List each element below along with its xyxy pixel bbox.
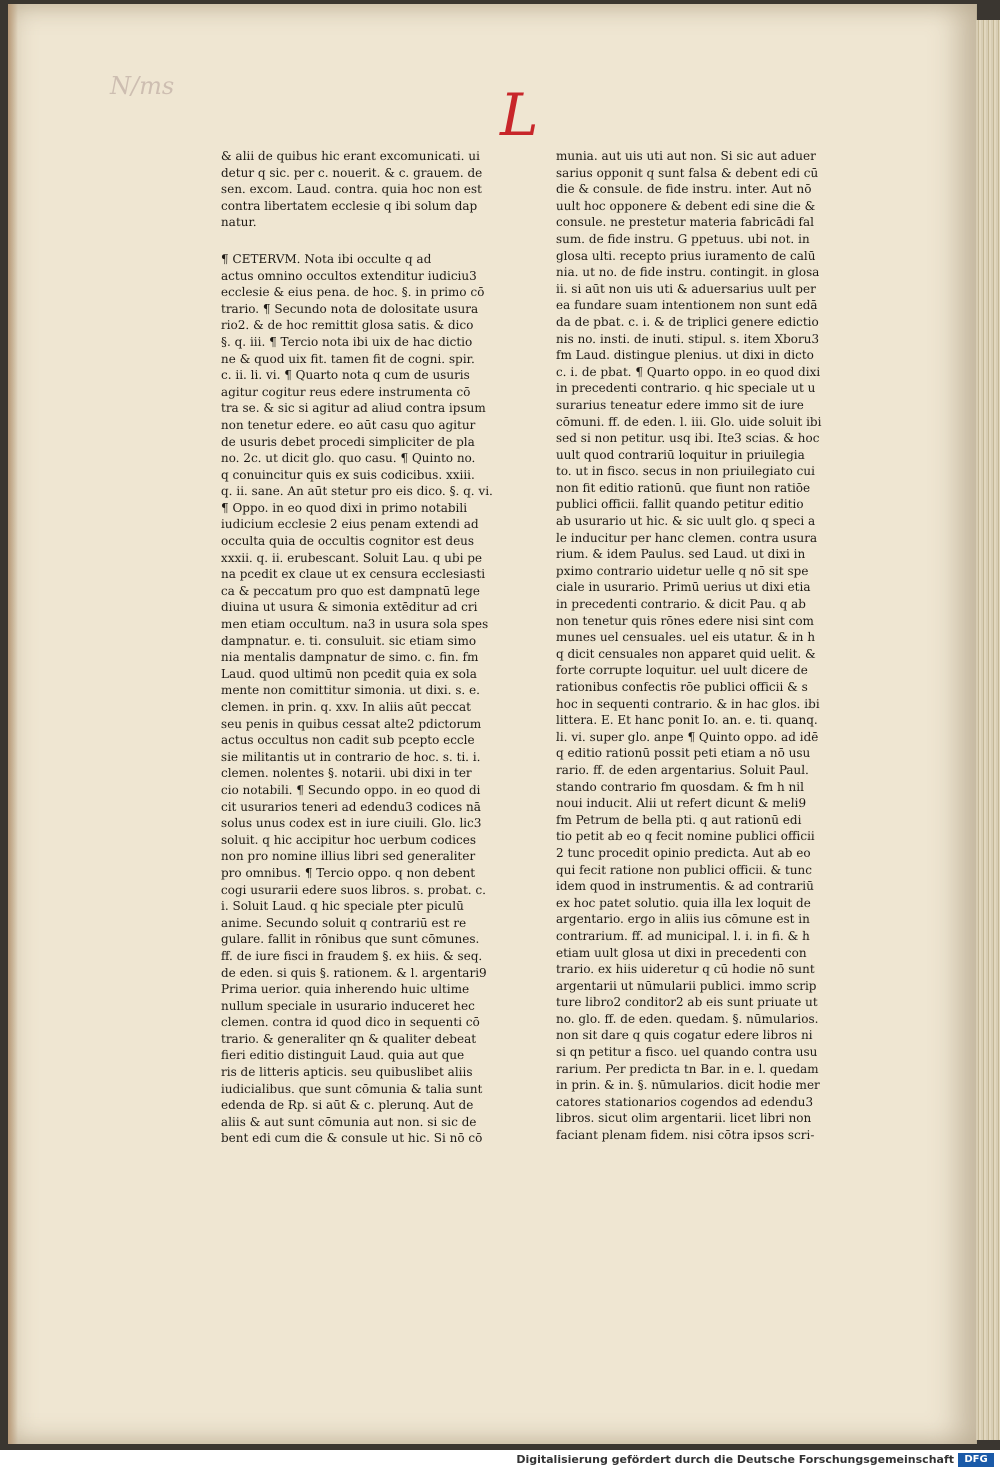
left-column-block-1 [221, 148, 521, 231]
text-line: bent edi cum die & consule ut hic. Si nō cō [221, 1131, 483, 1146]
text-line: no. glo. ff. de eden. quedam. §. nūmularios. [556, 1011, 819, 1026]
text-line: uult quod contrariū loquitur in priuilegia [556, 447, 805, 462]
page-edges [976, 20, 1000, 1440]
text-line: in precedenti contrario. & dicit Pau. q ab [555, 597, 807, 612]
text-line: trario. ¶ Secundo nota de dolositate usura [221, 301, 479, 316]
text-line: contra libertatem ecclesie q ibi solum dap [221, 198, 478, 213]
text-line: qui fecit ratione non publici officii. & tunc [555, 862, 813, 877]
text-line: ciale in usurario. Primū uerius ut dixi etia [556, 580, 811, 595]
text-line: men etiam occultum. na3 in usura sola spes [220, 617, 489, 632]
text-line: na pcedit ex claue ut ex censura ecclesiasti [221, 567, 486, 582]
text-line: mente non comittitur simonia. ut dixi. s. e. [220, 683, 481, 698]
text-line: li. vi. super glo. anpe ¶ Quinto oppo. ad idē [555, 729, 819, 744]
text-line: etiam uult glosa ut dixi in precedenti con [556, 945, 807, 960]
text-line: ii. si aūt non uis uti & aduersarius uult per [556, 281, 816, 296]
left-column-block-2 [221, 251, 521, 1147]
text-line: consule. ne prestetur materia fabricādi fal [556, 215, 814, 230]
text-line: ff. de iure fisci in fraudem §. ex hiis. & seq. [220, 948, 483, 963]
text-line: rium. & idem Paulus. sed Laud. ut dixi in [556, 547, 806, 562]
text-line: ab usurario ut hic. & sic uult glo. q speci a [556, 514, 816, 529]
text-line: faciant plenam fidem. nisi cōtra ipsos scri- [555, 1128, 815, 1143]
text-line: gulare. fallit in rōnibus que sunt cōmunes. [221, 932, 480, 947]
text-line: ¶ Oppo. in eo quod dixi in primo notabili [221, 500, 468, 515]
text-line: 2 tunc procedit opinio predicta. Aut ab eo [556, 845, 811, 860]
text-line: surarius teneatur edere immo sit de iure [555, 397, 805, 412]
text-line: iudicium ecclesie 2 eius penam extendi ad [220, 517, 479, 532]
pencil-annotation: N/ms [110, 72, 175, 100]
text-line: c. ii. li. vi. ¶ Quarto nota q cum de usuris [221, 368, 470, 383]
text-line: q editio rationū possit peti etiam a nō usu [556, 746, 811, 761]
text-line: ture libro2 conditor2 ab eis sunt priuate ut [555, 995, 818, 1010]
foliation-mark: L [500, 81, 539, 149]
text-line: & alii de quibus hic erant excomunicati. ui [220, 149, 481, 163]
text-line: noui inducit. Alii ut refert dicunt & meli9 [555, 796, 807, 811]
text-line: libros. sicut olim argentarii. licet libri non [556, 1111, 812, 1126]
text-line: ris de litteris apticis. seu quibuslibet aliis [221, 1065, 473, 1080]
text-line: hoc in sequenti contrario. & in hac glos. ibi [555, 696, 820, 711]
text-line: Laud. quod ultimū non pcedit quia ex sola [221, 666, 477, 681]
text-line: cōmuni. ff. de eden. l. iii. Glo. uide soluit ibi [556, 414, 822, 429]
text-line: argentarii ut nūmularii publici. immo scrip [556, 978, 817, 993]
text-line: sarius opponit q sunt falsa & debent edi cū [555, 165, 819, 180]
text-line: glosa ulti. recepto prius iuramento de calū [556, 248, 816, 263]
text-line: occulta quia de occultis cognitor est deus [221, 534, 475, 549]
text-line: tio petit ab eo q fecit nomine publici officii [555, 829, 815, 844]
paragraph-gap [221, 231, 521, 251]
text-line: non tenetur quis rōnes edere nisi sint com [556, 613, 814, 628]
text-line: die & consule. de fide instru. inter. Aut nō [556, 182, 812, 197]
text-line: sed si non petitur. usq ibi. Ite3 scias. & hoc [555, 431, 820, 446]
text-line: no. 2c. ut dicit glo. quo casu. ¶ Quinto no. [220, 451, 476, 466]
text-line: fm Laud. distingue plenius. ut dixi in dicto [556, 348, 814, 363]
text-line: pro omnibus. ¶ Tercio oppo. q non debent [221, 865, 476, 880]
text-line: catores stationarios cogendos ad edendu3 [555, 1094, 814, 1109]
text-line: clemen. contra id quod dico in sequenti cō [220, 1015, 480, 1030]
text-line: non fit editio rationū. que fiunt non ratiōe [556, 480, 811, 495]
text-line: actus occultus non cadit sub pcepto eccle [221, 733, 475, 748]
text-line: ecclesie & eius pena. de hoc. §. in primo cō [220, 285, 485, 300]
text-line: soluit. q hic accipitur hoc uerbum codices [221, 832, 476, 847]
text-line: publici officii. fallit quando petitur editio [555, 497, 804, 512]
text-line: rario. ff. de eden argentarius. Soluit Paul. [555, 762, 810, 777]
text-line: nia mentalis dampnatur de simo. c. fin. fm [220, 650, 479, 665]
text-line: de usuris debet procedi simpliciter de pla [221, 434, 475, 449]
text-line: ex hoc patet solutio. quia illa lex loquit de [555, 895, 811, 910]
text-line: anime. Secundo soluit q contrariū est re [220, 915, 467, 930]
text-line: detur q sic. per c. nouerit. & c. grauem. de [221, 165, 483, 180]
text-line: fieri editio distinguit Laud. quia aut que [220, 1048, 465, 1063]
text-line: idem quod in instrumentis. & ad contrariū [556, 879, 814, 894]
text-line: ca & peccatum pro quo est dampnatū lege [220, 583, 481, 598]
dfg-logo: DFG [958, 1453, 994, 1467]
text-line: le inducitur per hanc clemen. contra usura [555, 530, 818, 545]
text-line: clemen. in prin. q. xxv. In aliis aūt peccat [221, 700, 471, 714]
text-line: argentario. ergo in aliis ius cōmune est in [556, 912, 810, 927]
text-line: sen. excom. Laud. contra. quia hoc non est [220, 182, 483, 197]
text-line: clemen. nolentes §. notarii. ubi dixi in ter [221, 766, 472, 781]
text-line: rationibus confectis rōe publici officii & s [556, 680, 808, 694]
text-line: solus unus codex est in iure ciuili. Glo. lic3 [220, 816, 482, 831]
text-line: cio notabili. ¶ Secundo oppo. in eo quod di [220, 782, 481, 797]
text-line: trario. ex hiis uideretur q cū hodie nō sunt [555, 962, 815, 977]
text-line: de eden. si quis §. rationem. & l. argentari9 [221, 965, 487, 980]
text-line: seu penis in quibus cessat alte2 pdictorum [220, 716, 482, 731]
right-column-block [556, 148, 856, 1144]
text-line: q conuincitur quis ex suis codicibus. xxiii. [221, 467, 475, 482]
text-line: actus omnino occultos extenditur iudiciu3 [221, 268, 477, 283]
text-line: in precedenti contrario. q hic speciale ut u [556, 381, 816, 396]
text-line: stando contrario fm quosdam. & fm h nil [556, 779, 804, 794]
text-line: natur. [220, 215, 257, 230]
text-line: to. ut in fisco. secus in non priuilegiato cui [555, 464, 816, 479]
binding-stain [8, 4, 18, 1444]
text-line: non pro nomine illius libri sed generaliter [220, 849, 476, 864]
text-line: ¶ CETERVM. Nota ibi occulte q ad [220, 251, 432, 266]
text-line: littera. E. Et hanc ponit Io. an. e. ti. quanq. [556, 713, 818, 728]
text-line: cogi usurarii edere suos libros. s. probat. c. [220, 882, 487, 897]
text-line: §. q. iii. ¶ Tercio nota ibi uix de hac dictio [221, 334, 473, 349]
text-line: nullum speciale in usurario induceret hec [221, 998, 475, 1013]
text-line: rio2. & de hoc remittit glosa satis. & dico [220, 318, 474, 333]
text-line: non sit dare q quis cogatur edere libros ni [555, 1028, 813, 1043]
text-line: q. ii. sane. An aūt stetur pro eis dico. §. q. vi. [220, 484, 494, 499]
text-line: uult hoc opponere & debent edi sine die & [555, 198, 816, 213]
text-line: aliis & aut sunt cōmunia aut non. si sic de [220, 1114, 477, 1129]
text-line: pximo contrario uidetur uelle q nō sit spe [555, 563, 809, 578]
footer-bar [0, 1450, 1000, 1470]
text-line: forte corrupte loquitur. uel uult dicere de [555, 663, 809, 678]
text-line: Prima uerior. quia inherendo huic ultime [220, 982, 470, 997]
text-line: tra se. & sic si agitur ad aliud contra ipsum [221, 401, 486, 416]
text-line: sie militantis ut in contrario de hoc. s. ti. i. [220, 749, 481, 764]
text-line: non tenetur edere. eo aūt casu quo agitur [220, 417, 476, 432]
text-line: rarium. Per predicta tn Bar. in e. l. quedam [555, 1061, 819, 1076]
text-line: in prin. & in. §. nūmularios. dicit hodie mer [556, 1078, 820, 1093]
text-line: dampnatur. e. ti. consuluit. sic etiam simo [221, 633, 477, 648]
text-line: si qn petitur a fisco. uel quando contra usu [556, 1045, 818, 1060]
text-line: edenda de Rp. si aūt & c. plerunq. Aut de [221, 1098, 474, 1113]
text-line: i. Soluit Laud. q hic speciale pter piculū [221, 899, 464, 914]
text-line: munia. aut uis uti aut non. Si sic aut aduer [556, 149, 816, 163]
text-line: nia. ut no. de fide instru. contingit. in glosa [555, 265, 820, 280]
text-line: xxxii. q. ii. erubescant. Soluit Lau. q ubi pe [220, 550, 483, 565]
text-line: fm Petrum de bella pti. q aut rationū edi [556, 812, 802, 827]
left-text-column [221, 148, 521, 1147]
right-text-column [556, 148, 856, 1144]
text-line: da de pbat. c. i. & de triplici genere edictio [556, 314, 819, 329]
text-line: c. i. de pbat. ¶ Quarto oppo. in eo quod dixi [555, 364, 821, 379]
text-line: ne & quod uix fit. tamen fit de cogni. spir. [220, 351, 475, 366]
text-line: ea fundare suam intentionem non sunt edā [555, 298, 818, 313]
text-line: cit usurarios teneri ad edendu3 codices nā [221, 799, 481, 814]
funding-credit: Digitalisierung gefördert durch die Deutsche Forschungsgemeinschaft [516, 1453, 954, 1466]
text-line: iudicialibus. que sunt cōmunia & talia sunt [220, 1081, 483, 1096]
text-line: agitur cogitur reus edere instrumenta cō [220, 384, 471, 399]
text-line: nis no. insti. de inuti. stipul. s. item Xboru3 [555, 331, 820, 346]
text-line: munes uel censuales. uel eis utatur. & in h [555, 630, 816, 645]
text-line: contrarium. ff. ad municipal. l. i. in fi. & h [555, 928, 810, 943]
text-line: trario. & generaliter qn & qualiter debeat [221, 1031, 477, 1046]
text-line: q dicit censuales non apparet quid uelit. & [556, 646, 816, 661]
text-line: sum. de fide instru. G ppetuus. ubi not. in [555, 231, 810, 246]
text-line: diuina ut usura & simonia extēditur ad cri [221, 600, 478, 615]
